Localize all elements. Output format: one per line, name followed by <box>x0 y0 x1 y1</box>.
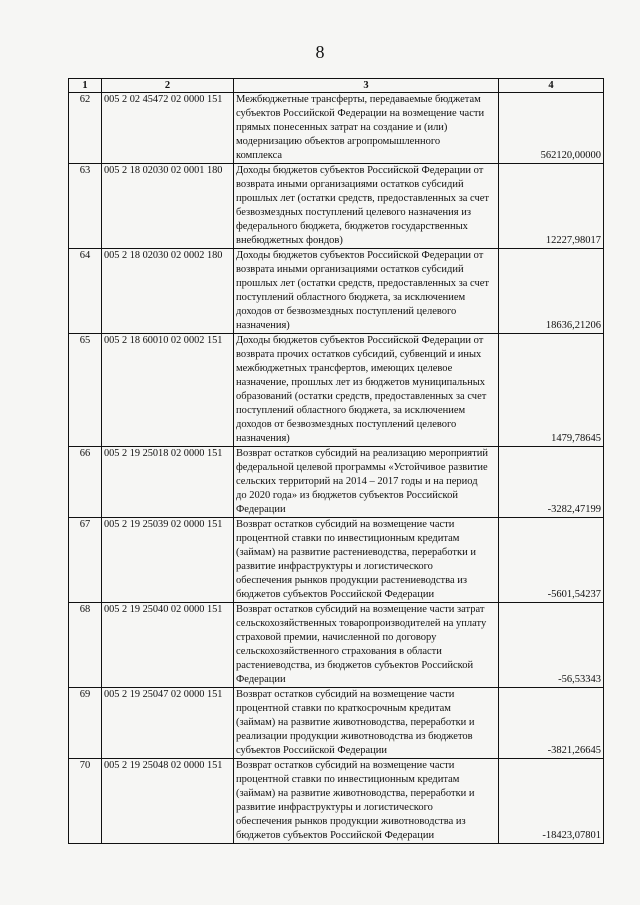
description-line: возврата иными организациями остатков субсидий <box>236 264 464 275</box>
description-line: реализации продукции животноводства из бюджетов <box>236 731 473 742</box>
column-header-1: 1 <box>69 79 102 93</box>
column-header-2: 2 <box>102 79 234 93</box>
description-line: развитие инфраструктуры и логистического <box>236 802 433 813</box>
description-line: назначения) <box>236 320 290 331</box>
table-row <box>69 447 604 518</box>
description-line: сельских территорий на 2014 – 2017 годы и на период <box>236 476 478 487</box>
description-line: поступлений областного бюджета, за исключением <box>236 405 466 416</box>
description-line: возврата иными организациями остатков субсидий <box>236 179 464 190</box>
revenue-description <box>234 759 499 844</box>
description-line: доходов от безвозмездных поступлений целевого <box>236 419 457 430</box>
row-number: 63 <box>69 164 102 249</box>
revenue-description <box>234 603 499 688</box>
amount-value: 18636,21206 <box>499 249 604 334</box>
budget-code: 005 2 19 25039 02 0000 151 <box>102 518 234 603</box>
description-line: федеральной целевой программы «Устойчивое развитие <box>236 462 488 473</box>
description-line: растениеводства, из бюджетов субъектов Российской <box>236 660 474 671</box>
budget-code: 005 2 18 60010 02 0002 151 <box>102 334 234 447</box>
column-header-4: 4 <box>499 79 604 93</box>
budget-code: 005 2 02 45472 02 0000 151 <box>102 93 234 164</box>
column-header-3: 3 <box>234 79 499 93</box>
budget-code: 005 2 18 02030 02 0002 180 <box>102 249 234 334</box>
amount-value: -5601,54237 <box>499 518 604 603</box>
description-line: Доходы бюджетов субъектов Российской Федерации от <box>236 335 484 346</box>
budget-code: 005 2 19 25048 02 0000 151 <box>102 759 234 844</box>
table-row <box>69 334 604 447</box>
description-line: модернизацию объектов агропромышленного <box>236 136 441 147</box>
description-line: межбюджетных трансфертов, имеющих целевое <box>236 363 453 374</box>
description-line: прямых понесенных затрат на создание и (или) <box>236 122 448 133</box>
description-line: возврата прочих остатков субсидий, субвенций и иных <box>236 349 482 360</box>
page-number: 8 <box>315 42 325 62</box>
description-line: до 2020 года» из бюджетов субъектов Российской <box>236 490 458 501</box>
description-line: Доходы бюджетов субъектов Российской Федерации от <box>236 250 484 261</box>
table-row <box>69 603 604 688</box>
description-line: федерального бюджета, бюджетов государственных <box>236 221 468 232</box>
amount-value: -3821,26645 <box>499 688 604 759</box>
row-number: 69 <box>69 688 102 759</box>
description-line: субъектов Российской Федерации на возмещение части <box>236 108 485 119</box>
description-line: образований (остатки средств, предоставленных за счет <box>236 391 487 402</box>
revenue-description <box>234 334 499 447</box>
description-line: внебюджетных фондов) <box>236 235 343 246</box>
table-row <box>69 164 604 249</box>
description-line: (займам) на развитие животноводства, переработки и <box>236 717 475 728</box>
description-line: прошлых лет (остатки средств, предоставленных за счет <box>236 278 490 289</box>
description-line: безвозмездных поступлений целевого назначения из <box>236 207 471 218</box>
revenue-description <box>234 447 499 518</box>
description-line: (займам) на развитие животноводства, переработки и <box>236 788 475 799</box>
row-number: 64 <box>69 249 102 334</box>
description-line: назначения) <box>236 433 290 444</box>
description-line: Федерации <box>236 504 286 515</box>
description-line: Доходы бюджетов субъектов Российской Федерации от <box>236 165 484 176</box>
description-line: Федерации <box>236 674 286 685</box>
description-line: Возврат остатков субсидий на возмещение части <box>236 689 455 700</box>
description-line: обеспечения рынков продукции растениеводства из <box>236 575 468 586</box>
row-number: 70 <box>69 759 102 844</box>
amount-value: 12227,98017 <box>499 164 604 249</box>
description-line: прошлых лет (остатки средств, предоставленных за счет <box>236 193 490 204</box>
description-line: Возврат остатков субсидий на реализацию мероприятий <box>236 448 488 459</box>
revenue-table <box>68 78 604 844</box>
row-number: 62 <box>69 93 102 164</box>
description-line: Межбюджетные трансферты, передаваемые бюджетам <box>236 94 481 105</box>
row-number: 68 <box>69 603 102 688</box>
description-line: развитие инфраструктуры и логистического <box>236 561 433 572</box>
amount-value: -3282,47199 <box>499 447 604 518</box>
description-line: назначение, прошлых лет из бюджетов муниципальных <box>236 377 486 388</box>
description-line: Возврат остатков субсидий на возмещение части затрат <box>236 604 485 615</box>
description-line: бюджетов субъектов Российской Федерации <box>236 830 435 841</box>
revenue-description <box>234 93 499 164</box>
budget-code: 005 2 18 02030 02 0001 180 <box>102 164 234 249</box>
revenue-description <box>234 249 499 334</box>
table-header-row <box>69 79 604 93</box>
description-line: (займам) на развитие растениеводства, переработки и <box>236 547 476 558</box>
amount-value: -56,53343 <box>499 603 604 688</box>
amount-value: 1479,78645 <box>499 334 604 447</box>
description-line: сельскохозяйственных товаропроизводителей на уплату <box>236 618 487 629</box>
description-line: бюджетов субъектов Российской Федерации <box>236 589 435 600</box>
description-line: процентной ставки по краткосрочным кредитам <box>236 703 451 714</box>
revenue-description <box>234 518 499 603</box>
revenue-description <box>234 688 499 759</box>
description-line: поступлений областного бюджета, за исключением <box>236 292 466 303</box>
table-row <box>69 249 604 334</box>
description-line: процентной ставки по инвестиционным кредитам <box>236 533 460 544</box>
table-body <box>69 93 604 844</box>
revenue-description <box>234 164 499 249</box>
amount-value: -18423,07801 <box>499 759 604 844</box>
table-row <box>69 93 604 164</box>
amount-value: 562120,00000 <box>499 93 604 164</box>
description-line: Возврат остатков субсидий на возмещение части <box>236 519 455 530</box>
table-row <box>69 518 604 603</box>
row-number: 66 <box>69 447 102 518</box>
description-line: обеспечения рынков продукции животноводства из <box>236 816 466 827</box>
row-number: 67 <box>69 518 102 603</box>
row-number: 65 <box>69 334 102 447</box>
description-line: субъектов Российской Федерации <box>236 745 388 756</box>
table-row <box>69 688 604 759</box>
description-line: доходов от безвозмездных поступлений целевого <box>236 306 457 317</box>
description-line: процентной ставки по инвестиционным кредитам <box>236 774 460 785</box>
table-row <box>69 759 604 844</box>
budget-code: 005 2 19 25047 02 0000 151 <box>102 688 234 759</box>
description-line: сельскохозяйственного страхования в области <box>236 646 442 657</box>
budget-code: 005 2 19 25040 02 0000 151 <box>102 603 234 688</box>
description-line: комплекса <box>236 150 283 161</box>
budget-code: 005 2 19 25018 02 0000 151 <box>102 447 234 518</box>
description-line: Возврат остатков субсидий на возмещение части <box>236 760 455 771</box>
description-line: страховой премии, начисленной по договору <box>236 632 437 643</box>
